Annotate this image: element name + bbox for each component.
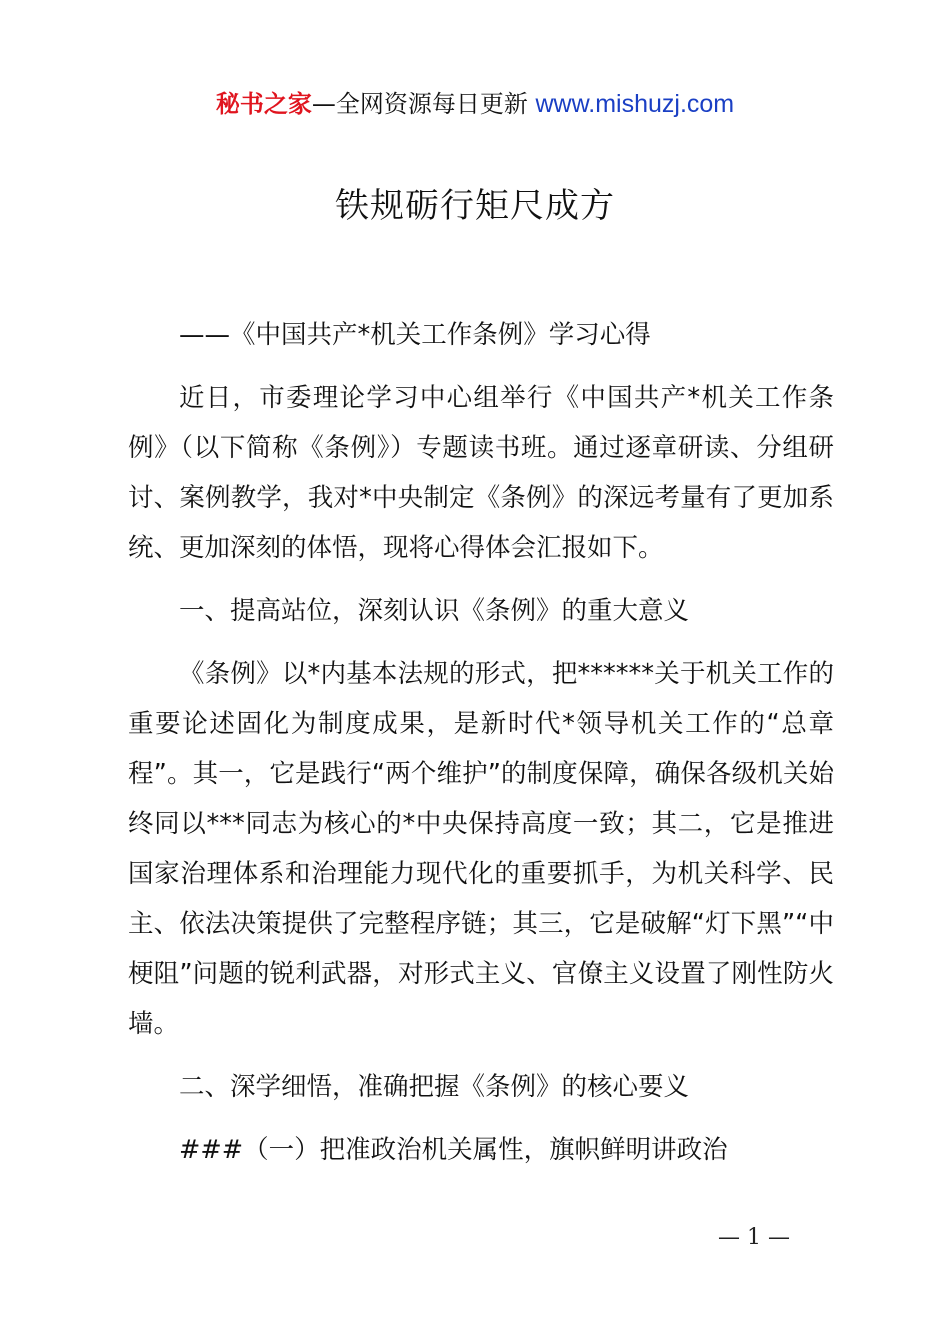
intro-paragraph: 近日，市委理论学习中心组举行《中国共产*机关工作条例》（以下简称《条例》）专题读书班。通过逐章研读、分组研讨、案例教学，我对*中央制定《条例》的深远考量有了更加系统、更加深刻的体悟，现将心得体会汇报如下。 [128,383,834,563]
brand-name: 秘书之家 [215,90,312,118]
site-header [0,84,950,124]
document-body [128,310,834,1188]
document-subtitle: ——《中国共产*机关工作条例》学习心得 [179,320,651,350]
header-tagline: —全网资源每日更新 [311,90,528,118]
section-heading-1: 一、提高站位，深刻认识《条例》的重大意义 [179,596,690,626]
section-heading-2: 二、深学细悟，准确把握《条例》的核心要义 [179,1072,690,1102]
page-number: — 1 — [718,1225,790,1250]
site-url-link[interactable]: www.mishuzj.com [535,90,735,118]
subsection-heading-1: ###（一）把准政治机关属性，旗帜鲜明讲政治 [179,1135,728,1165]
section-1-paragraph: 《条例》以*内基本法规的形式，把******关于机关工作的重要论述固化为制度成果，是新时代*领导机关工作的“总章程”。其一，它是践行“两个维护”的制度保障，确保各级机关始终同以***同志为核心的*中央保持高度一致；其二，它是推进国家治理体系和治理能力现代化的重要抓手，为机关科学、民主、依法决策提供了完整程序链；其三，它是破解“灯下黑”“中梗阻”问题的锐利武器，对形式主义、官僚主义设置了刚性防火墙。 [128,659,834,1039]
document-title: 铁规砺行矩尺成方 [335,186,615,226]
